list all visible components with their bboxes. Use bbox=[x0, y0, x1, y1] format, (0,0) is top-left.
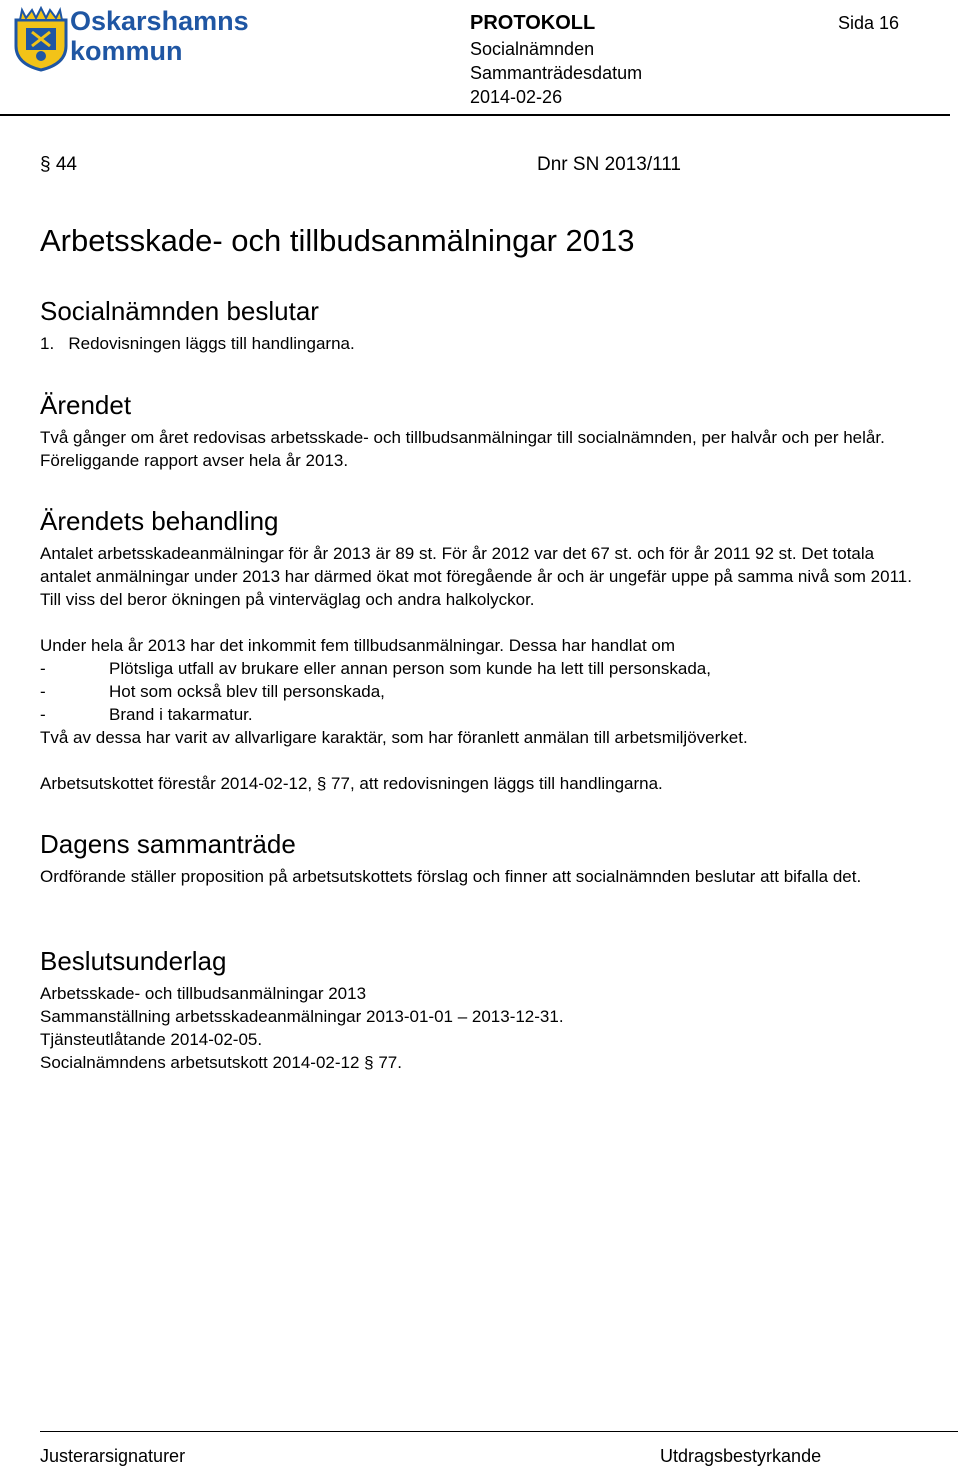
logo-line1: Oskarshamns bbox=[70, 6, 249, 36]
behandling-paragraph-4: Arbetsutskottet förestår 2014-02-12, § 77, att redovisningen läggs till handlingarna. bbox=[40, 774, 663, 793]
logo-line2: kommun bbox=[70, 36, 183, 66]
diary-number: Dnr SN 2013/111 bbox=[537, 154, 681, 175]
underlag-item: Arbetsskade- och tillbudsanmälningar 2013 bbox=[40, 984, 367, 1003]
underlag-item: Socialnämndens arbetsutskott 2014-02-12 § 77. bbox=[40, 1053, 402, 1072]
list-item: - Brand i takarmatur. bbox=[40, 705, 253, 724]
document-type: PROTOKOLL bbox=[470, 12, 596, 34]
list-item-text: Plötsliga utfall av brukare eller annan person som kunde ha lett till personskada, bbox=[109, 659, 711, 678]
underlag-heading: Beslutsunderlag bbox=[40, 946, 227, 976]
arendet-text: Två gånger om året redovisas arbetsskade- och tillbudsanmälningar till socialnämnden, per halvår och per helår. Föreliggande rapport avser hela år 2013. bbox=[40, 428, 885, 470]
list-item: - Plötsliga utfall av brukare eller annan person som kunde ha lett till personskada, bbox=[40, 659, 711, 678]
footer-divider bbox=[40, 1431, 958, 1432]
meeting-date: 2014-02-26 bbox=[470, 87, 563, 107]
board-name: Socialnämnden bbox=[470, 39, 595, 59]
decision-item: 1. Redovisningen läggs till handlingarna. bbox=[40, 334, 355, 353]
footer-signatures: Justerarsignaturer bbox=[40, 1446, 186, 1466]
dagens-heading: Dagens sammanträde bbox=[40, 829, 296, 859]
list-item-text: Brand i takarmatur. bbox=[109, 705, 253, 724]
meeting-date-label: Sammanträdesdatum bbox=[470, 63, 643, 83]
footer-certification: Utdragsbestyrkande bbox=[660, 1446, 822, 1466]
behandling-heading: Ärendets behandling bbox=[40, 506, 279, 536]
paragraph-number-text: § 44 bbox=[40, 154, 77, 175]
decision-heading: Socialnämnden beslutar bbox=[40, 296, 319, 326]
behandling-paragraph-1: Antalet arbetsskadeanmälningar för år 2013 är 89 st. För år 2012 var det 67 st. och för år 2011 92 st. Det totala antalet anmälningar under 2013 har därmed ökat mot föregående år och är ungefär uppe på samma nivå som 2011. Till viss del beror ökningen på vinterväglag och andra halkolyckor. bbox=[40, 544, 912, 609]
page-number: Sida 16 bbox=[838, 13, 900, 33]
arendet-heading: Ärendet bbox=[40, 390, 132, 420]
paragraph-number bbox=[40, 152, 77, 178]
coat-of-arms-icon bbox=[12, 6, 70, 72]
behandling-paragraph-3: Två av dessa har varit av allvarligare karaktär, som har föranlett anmälan till arbetsmiljöverket. bbox=[40, 728, 748, 747]
underlag-item: Sammanställning arbetsskadeanmälningar 2013-01-01 – 2013-12-31. bbox=[40, 1007, 564, 1026]
logo-wordmark bbox=[70, 6, 249, 66]
behandling-paragraph-2: Under hela år 2013 har det inkommit fem tillbudsanmälningar. Dessa har handlat om bbox=[40, 636, 676, 655]
page-title: Arbetsskade- och tillbudsanmälningar 2013 bbox=[40, 223, 635, 258]
dagens-text: Ordförande ställer proposition på arbetsutskottets förslag och finner att socialnämnden beslutar att bifalla det. bbox=[40, 867, 862, 886]
list-item-text: Hot som också blev till personskada, bbox=[109, 682, 385, 701]
header-divider bbox=[0, 114, 950, 116]
underlag-item: Tjänsteutlåtande 2014-02-05. bbox=[40, 1030, 263, 1049]
list-item: - Hot som också blev till personskada, bbox=[40, 682, 385, 701]
